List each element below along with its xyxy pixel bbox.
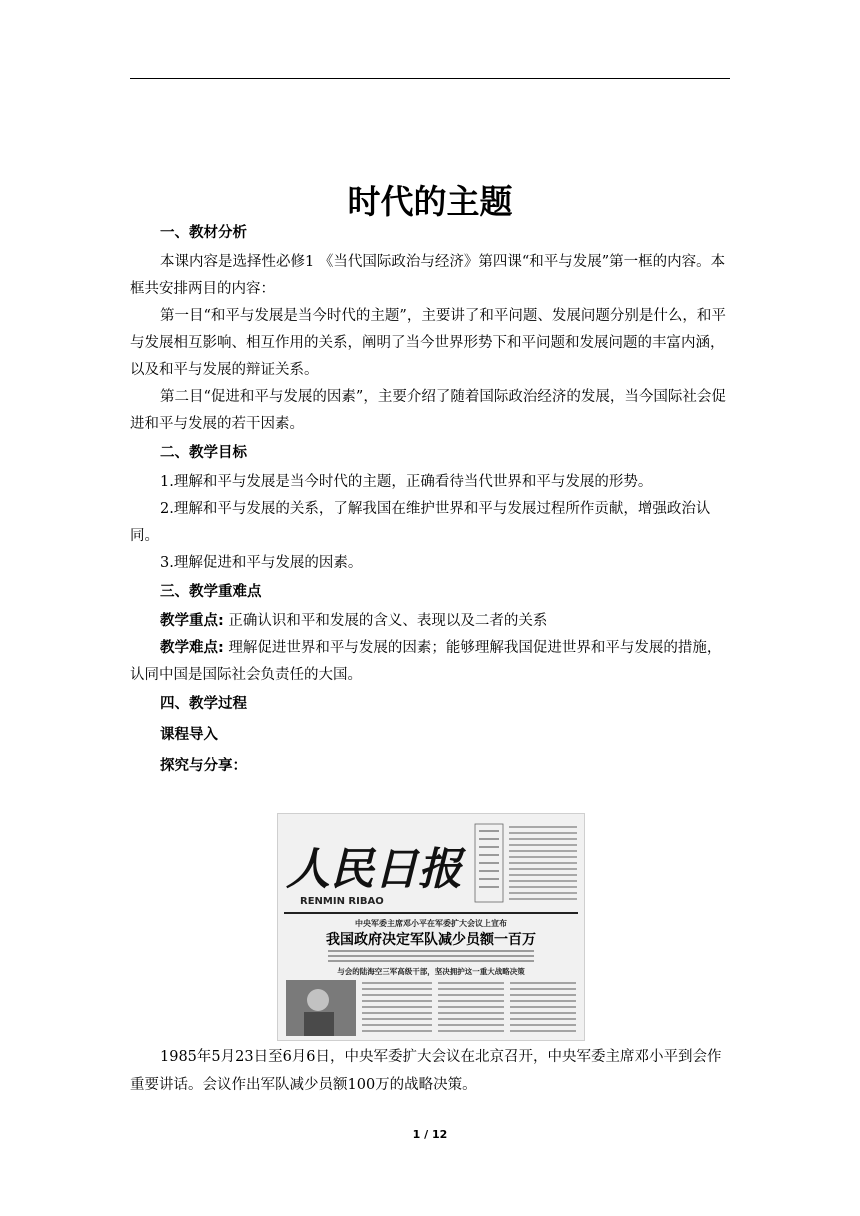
section-heading-4: 四、教学过程	[160, 696, 247, 712]
newspaper-illustration	[278, 814, 584, 1040]
header-rule	[130, 78, 730, 79]
caption-paragraph: 1985年5月23日至6月6日，中央军委扩大会议在北京召开，中央军委主席邓小平到会作重要讲话。会议作出军队减少员额100万的战略决策。	[130, 1049, 722, 1093]
difficulty-label: 教学难点:	[160, 640, 224, 656]
subheading-explore: 探究与分享：	[160, 758, 247, 774]
newspaper-image	[277, 813, 585, 1041]
difficulty-paragraph	[130, 635, 730, 689]
masthead-pinyin: RENMIN RIBAO	[300, 896, 384, 907]
page-title: 时代的主题	[347, 182, 513, 221]
masthead-title: 人民日报	[286, 844, 462, 895]
image-caption	[130, 1043, 730, 1099]
key-point-paragraph	[130, 608, 730, 635]
section-heading-2: 二、教学目标	[160, 445, 247, 461]
difficulty-text: 理解促进世界和平与发展的因素；能够理解我国促进世界和平与发展的措施，认同中国是国际社会负责任的大国。	[130, 640, 722, 683]
document-body	[130, 218, 730, 782]
section-heading-3: 三、教学重难点	[160, 584, 262, 600]
key-point-text: 正确认识和平和发展的含义、表现以及二者的关系	[223, 613, 548, 629]
paragraph: 第二目“促进和平与发展的因素”，主要介绍了随着国际政治经济的发展，当今国际社会促进和平与发展的若干因素。	[130, 389, 726, 432]
newspaper-headline: 我国政府决定军队减少员额一百万	[326, 932, 536, 948]
subheading-intro: 课程导入	[160, 727, 218, 743]
paragraph: 第一目“和平与发展是当今时代的主题”，主要讲了和平问题、发展问题分别是什么，和平与发展相互影响、相互作用的关系，阐明了当今世界形势下和平问题和发展问题的丰富内涵，以及和平与发展的辩证关系。	[130, 308, 726, 378]
page-number: 1 / 12	[412, 1128, 448, 1141]
paragraph: 1.理解和平与发展是当今时代的主题，正确看待当代世界和平与发展的形势。	[160, 474, 653, 490]
newspaper-subhead: 中央军委主席邓小平在军委扩大会议上宣布	[355, 919, 507, 928]
key-point-label: 教学重点:	[160, 613, 224, 629]
section-heading-1: 一、教材分析	[160, 225, 247, 241]
paragraph: 3.理解促进和平与发展的因素。	[160, 555, 363, 571]
paragraph: 2.理解和平与发展的关系，了解我国在维护世界和平与发展过程所作贡献，增强政治认同。	[130, 501, 711, 544]
newspaper-deck: 与会的陆海空三军高级干部，坚决拥护这一重大战略决策	[337, 967, 525, 976]
paragraph: 本课内容是选择性必修1 《当代国际政治与经济》第四课“和平与发展”第一框的内容。本框共安排两目的内容：	[130, 254, 726, 297]
